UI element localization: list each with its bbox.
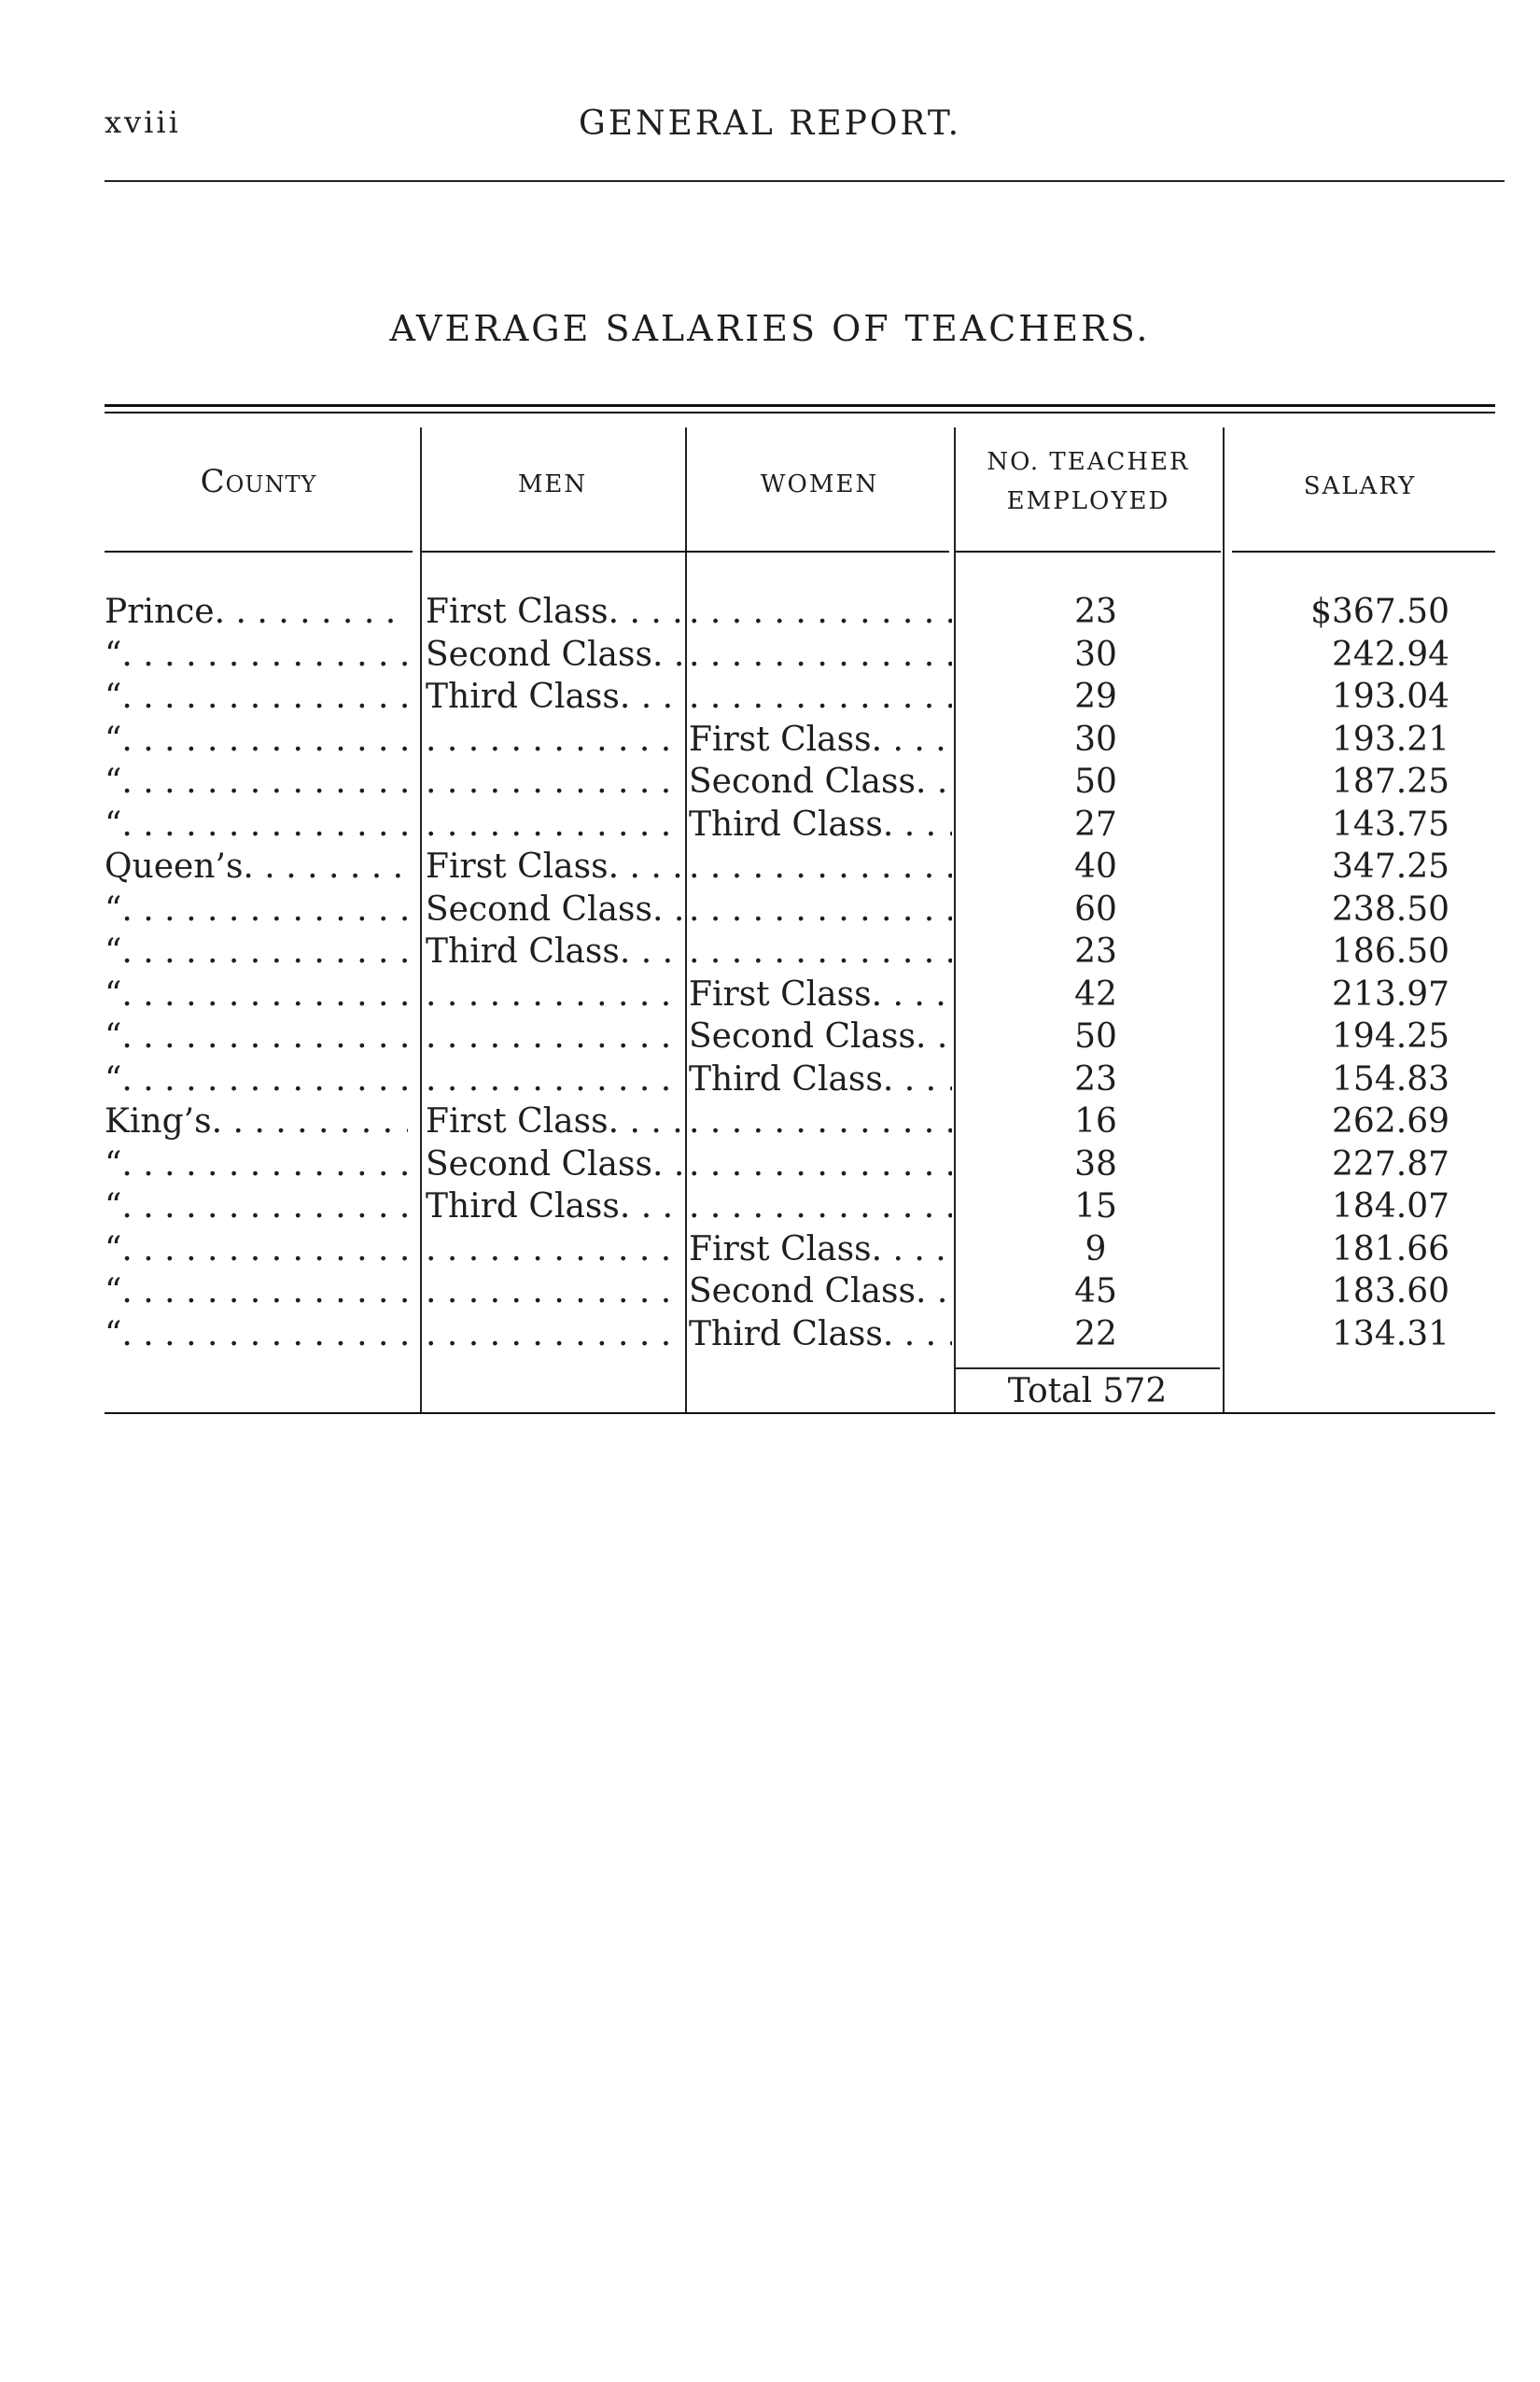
table-top-rule	[105, 404, 1495, 407]
county-cell	[105, 931, 408, 974]
table-row	[0, 1185, 1540, 1228]
women-cell-text: Second Class	[689, 763, 916, 801]
men-cell-text: Second Class	[426, 635, 652, 674]
women-cell	[689, 1185, 952, 1228]
salary-cell: 143.75	[1332, 805, 1449, 844]
women-cell	[689, 1016, 952, 1058]
dot-leader	[689, 846, 952, 889]
women-cell	[689, 719, 952, 762]
dot-leader	[872, 719, 952, 762]
dot-leader	[652, 1143, 683, 1186]
county-cell	[105, 1185, 408, 1228]
men-cell-text: First Class	[426, 1102, 609, 1141]
dot-leader	[121, 931, 408, 974]
county-cell	[105, 974, 408, 1016]
column-header-employed-line2: EMPLOYED	[1006, 487, 1170, 515]
women-cell	[689, 676, 952, 719]
dot-leader	[609, 591, 683, 634]
dot-leader	[243, 846, 408, 889]
women-cell	[689, 889, 952, 932]
dot-leader	[121, 634, 408, 677]
table-row	[0, 1228, 1540, 1271]
men-cell	[426, 1313, 683, 1356]
employed-cell: 30	[1074, 635, 1117, 674]
county-cell	[105, 591, 408, 634]
dot-leader	[121, 1058, 408, 1101]
table-row	[0, 931, 1540, 974]
women-cell	[689, 1270, 952, 1313]
county-cell-text: “	[105, 720, 122, 759]
county-cell-text: “	[105, 1144, 122, 1184]
dot-leader	[426, 1016, 683, 1058]
county-cell-text: “	[105, 1017, 122, 1056]
employed-cell: 40	[1074, 848, 1117, 886]
dot-leader	[620, 931, 683, 974]
table-row	[0, 761, 1540, 804]
salary-cell: 347.25	[1332, 848, 1449, 886]
table-title: AVERAGE SALARIES OF TEACHERS.	[389, 308, 1151, 349]
salary-cell: $367.50	[1310, 593, 1449, 631]
county-cell-text: “	[105, 974, 122, 1014]
salary-cell: 238.50	[1332, 890, 1449, 929]
dot-leader	[620, 676, 683, 719]
county-cell	[105, 761, 408, 804]
women-cell-text: Third Class	[689, 805, 883, 844]
salary-cell: 186.50	[1332, 932, 1449, 971]
county-cell	[105, 846, 408, 889]
men-cell-text: First Class	[426, 848, 609, 886]
dot-leader	[121, 804, 408, 847]
county-cell	[105, 1016, 408, 1058]
table-row	[0, 846, 1540, 889]
men-cell-text: Second Class	[426, 890, 652, 929]
dot-leader	[121, 889, 408, 932]
women-cell	[689, 804, 952, 847]
county-cell-text: “	[105, 890, 122, 929]
column-header-men: MEN	[517, 470, 588, 498]
employed-cell: 23	[1074, 932, 1117, 971]
table-row	[0, 634, 1540, 677]
header-underline	[422, 551, 949, 553]
dot-leader	[916, 761, 952, 804]
table-row	[0, 1100, 1540, 1143]
salary-cell: 213.97	[1332, 974, 1449, 1014]
salary-cell: 262.69	[1332, 1102, 1449, 1141]
salary-cell: 134.31	[1332, 1314, 1449, 1353]
dot-leader	[609, 1100, 683, 1143]
header-underline	[105, 551, 413, 553]
county-cell	[105, 889, 408, 932]
column-header-salary: SALARY	[1303, 472, 1417, 500]
county-cell-text: “	[105, 805, 122, 844]
men-cell	[426, 889, 683, 932]
women-cell-text: Third Class	[689, 1314, 883, 1353]
dot-leader	[916, 1016, 952, 1058]
salary-cell: 242.94	[1332, 635, 1449, 674]
men-cell	[426, 676, 683, 719]
salary-cell: 193.21	[1332, 720, 1449, 759]
dot-leader	[121, 1313, 408, 1356]
salary-cell: 187.25	[1332, 763, 1449, 801]
men-cell	[426, 804, 683, 847]
salary-cell: 181.66	[1332, 1229, 1449, 1268]
county-cell-text: “	[105, 1272, 122, 1310]
table-row	[0, 1313, 1540, 1356]
women-cell	[689, 761, 952, 804]
table-row	[0, 1270, 1540, 1313]
county-cell	[105, 1313, 408, 1356]
men-cell	[426, 591, 683, 634]
page-number: xviii	[105, 105, 181, 140]
employed-cell: 16	[1074, 1102, 1117, 1141]
men-cell	[426, 974, 683, 1016]
employed-cell: 45	[1074, 1272, 1117, 1310]
men-cell	[426, 1143, 683, 1186]
employed-cell: 50	[1074, 763, 1117, 801]
salary-cell: 154.83	[1332, 1059, 1449, 1099]
employed-cell: 23	[1074, 593, 1117, 631]
dot-leader	[426, 1313, 683, 1356]
table-row	[0, 676, 1540, 719]
women-cell	[689, 634, 952, 677]
county-cell	[105, 1270, 408, 1313]
salary-cell: 183.60	[1332, 1272, 1449, 1310]
women-cell	[689, 931, 952, 974]
men-cell	[426, 634, 683, 677]
women-cell-text: Second Class	[689, 1017, 916, 1056]
dot-leader	[121, 1016, 408, 1058]
men-cell	[426, 761, 683, 804]
table-row	[0, 1016, 1540, 1058]
table-row	[0, 1143, 1540, 1186]
county-cell	[105, 1100, 408, 1143]
salary-cell: 193.04	[1332, 678, 1449, 716]
county-cell-text: “	[105, 635, 122, 674]
women-cell-text: Second Class	[689, 1272, 916, 1310]
employed-cell: 27	[1074, 805, 1117, 844]
dot-leader	[212, 1100, 408, 1143]
county-cell	[105, 1058, 408, 1101]
men-cell	[426, 1228, 683, 1271]
employed-cell: 50	[1074, 1017, 1117, 1056]
women-cell	[689, 1058, 952, 1101]
employed-cell: 22	[1074, 1314, 1117, 1353]
dot-leader	[121, 974, 408, 1016]
column-header-county-text: County	[200, 463, 317, 500]
county-cell	[105, 634, 408, 677]
salary-cell: 227.87	[1332, 1144, 1449, 1184]
dot-leader	[121, 1143, 408, 1186]
county-cell-text: “	[105, 1187, 122, 1226]
dot-leader	[426, 804, 683, 847]
dot-leader	[689, 889, 952, 932]
women-cell	[689, 1313, 952, 1356]
county-cell-text: King’s	[105, 1102, 212, 1141]
dot-leader	[652, 889, 683, 932]
header-underline	[956, 551, 1221, 553]
table-row	[0, 591, 1540, 634]
men-cell	[426, 1100, 683, 1143]
men-cell-text: Third Class	[426, 678, 620, 716]
table-top-rule-2	[105, 412, 1495, 413]
dot-leader	[689, 676, 952, 719]
women-cell	[689, 1143, 952, 1186]
county-cell-text: “	[105, 678, 122, 716]
men-cell	[426, 1185, 683, 1228]
total-rule	[954, 1367, 1220, 1369]
employed-cell: 29	[1074, 678, 1117, 716]
table-row	[0, 974, 1540, 1016]
women-cell-text: First Class	[689, 1229, 872, 1268]
women-cell	[689, 846, 952, 889]
column-header-employed-line1: NO. TEACHER	[987, 448, 1190, 476]
table-row	[0, 1058, 1540, 1101]
men-cell	[426, 1016, 683, 1058]
men-cell	[426, 846, 683, 889]
dot-leader	[689, 1185, 952, 1228]
table-row	[0, 804, 1540, 847]
dot-leader	[689, 931, 952, 974]
women-cell	[689, 591, 952, 634]
dot-leader	[121, 719, 408, 762]
dot-leader	[652, 634, 683, 677]
dot-leader	[620, 1185, 683, 1228]
employed-cell: 23	[1074, 1059, 1117, 1099]
column-header-county	[105, 462, 413, 501]
men-cell	[426, 1058, 683, 1101]
county-cell-text: “	[105, 1059, 122, 1099]
header-underline	[1232, 551, 1495, 553]
men-cell-text: Second Class	[426, 1144, 652, 1184]
dot-leader	[121, 1270, 408, 1313]
men-cell	[426, 719, 683, 762]
dot-leader	[689, 1143, 952, 1186]
county-cell	[105, 1143, 408, 1186]
county-cell-text: “	[105, 932, 122, 971]
table-bottom-rule	[105, 1412, 1495, 1414]
county-cell-text: “	[105, 1314, 122, 1353]
table-row	[0, 719, 1540, 762]
total-employed: Total 572	[1007, 1372, 1168, 1410]
dot-leader	[689, 634, 952, 677]
women-cell	[689, 1100, 952, 1143]
header-rule	[105, 180, 1505, 182]
women-cell	[689, 974, 952, 1016]
women-cell-text: Third Class	[689, 1059, 883, 1099]
county-cell	[105, 1228, 408, 1271]
county-cell	[105, 804, 408, 847]
column-header-women: WOMEN	[760, 470, 879, 498]
employed-cell: 15	[1074, 1187, 1117, 1226]
county-cell-text: “	[105, 763, 122, 801]
table-row	[0, 889, 1540, 932]
women-cell	[689, 1228, 952, 1271]
dot-leader	[426, 1058, 683, 1101]
dot-leader	[121, 1185, 408, 1228]
county-cell-text: Queen’s	[105, 848, 244, 886]
dot-leader	[689, 591, 952, 634]
dot-leader	[121, 676, 408, 719]
employed-cell: 9	[1085, 1229, 1107, 1268]
dot-leader	[609, 846, 683, 889]
salary-cell: 184.07	[1332, 1187, 1449, 1226]
dot-leader	[121, 761, 408, 804]
dot-leader	[883, 1313, 952, 1356]
employed-cell: 42	[1074, 974, 1117, 1014]
dot-leader	[426, 1270, 683, 1313]
county-cell-text: “	[105, 1229, 122, 1268]
men-cell-text: Third Class	[426, 1187, 620, 1226]
dot-leader	[426, 1228, 683, 1271]
women-cell-text: First Class	[689, 974, 872, 1014]
salary-cell: 194.25	[1332, 1017, 1449, 1056]
running-title: GENERAL REPORT.	[578, 105, 962, 143]
column-header-employed	[956, 442, 1221, 521]
men-cell-text: Third Class	[426, 932, 620, 971]
dot-leader	[689, 1100, 952, 1143]
county-cell	[105, 676, 408, 719]
dot-leader	[883, 1058, 952, 1101]
men-cell	[426, 1270, 683, 1313]
dot-leader	[426, 761, 683, 804]
dot-leader	[121, 1228, 408, 1271]
men-cell-text: First Class	[426, 593, 609, 631]
dot-leader	[215, 591, 408, 634]
employed-cell: 38	[1074, 1144, 1117, 1184]
dot-leader	[872, 1228, 952, 1271]
dot-leader	[916, 1270, 952, 1313]
dot-leader	[426, 719, 683, 762]
men-cell	[426, 931, 683, 974]
dot-leader	[872, 974, 952, 1016]
employed-cell: 30	[1074, 720, 1117, 759]
county-cell	[105, 719, 408, 762]
employed-cell: 60	[1074, 890, 1117, 929]
county-cell-text: Prince	[105, 593, 215, 631]
dot-leader	[426, 974, 683, 1016]
dot-leader	[883, 804, 952, 847]
women-cell-text: First Class	[689, 720, 872, 759]
